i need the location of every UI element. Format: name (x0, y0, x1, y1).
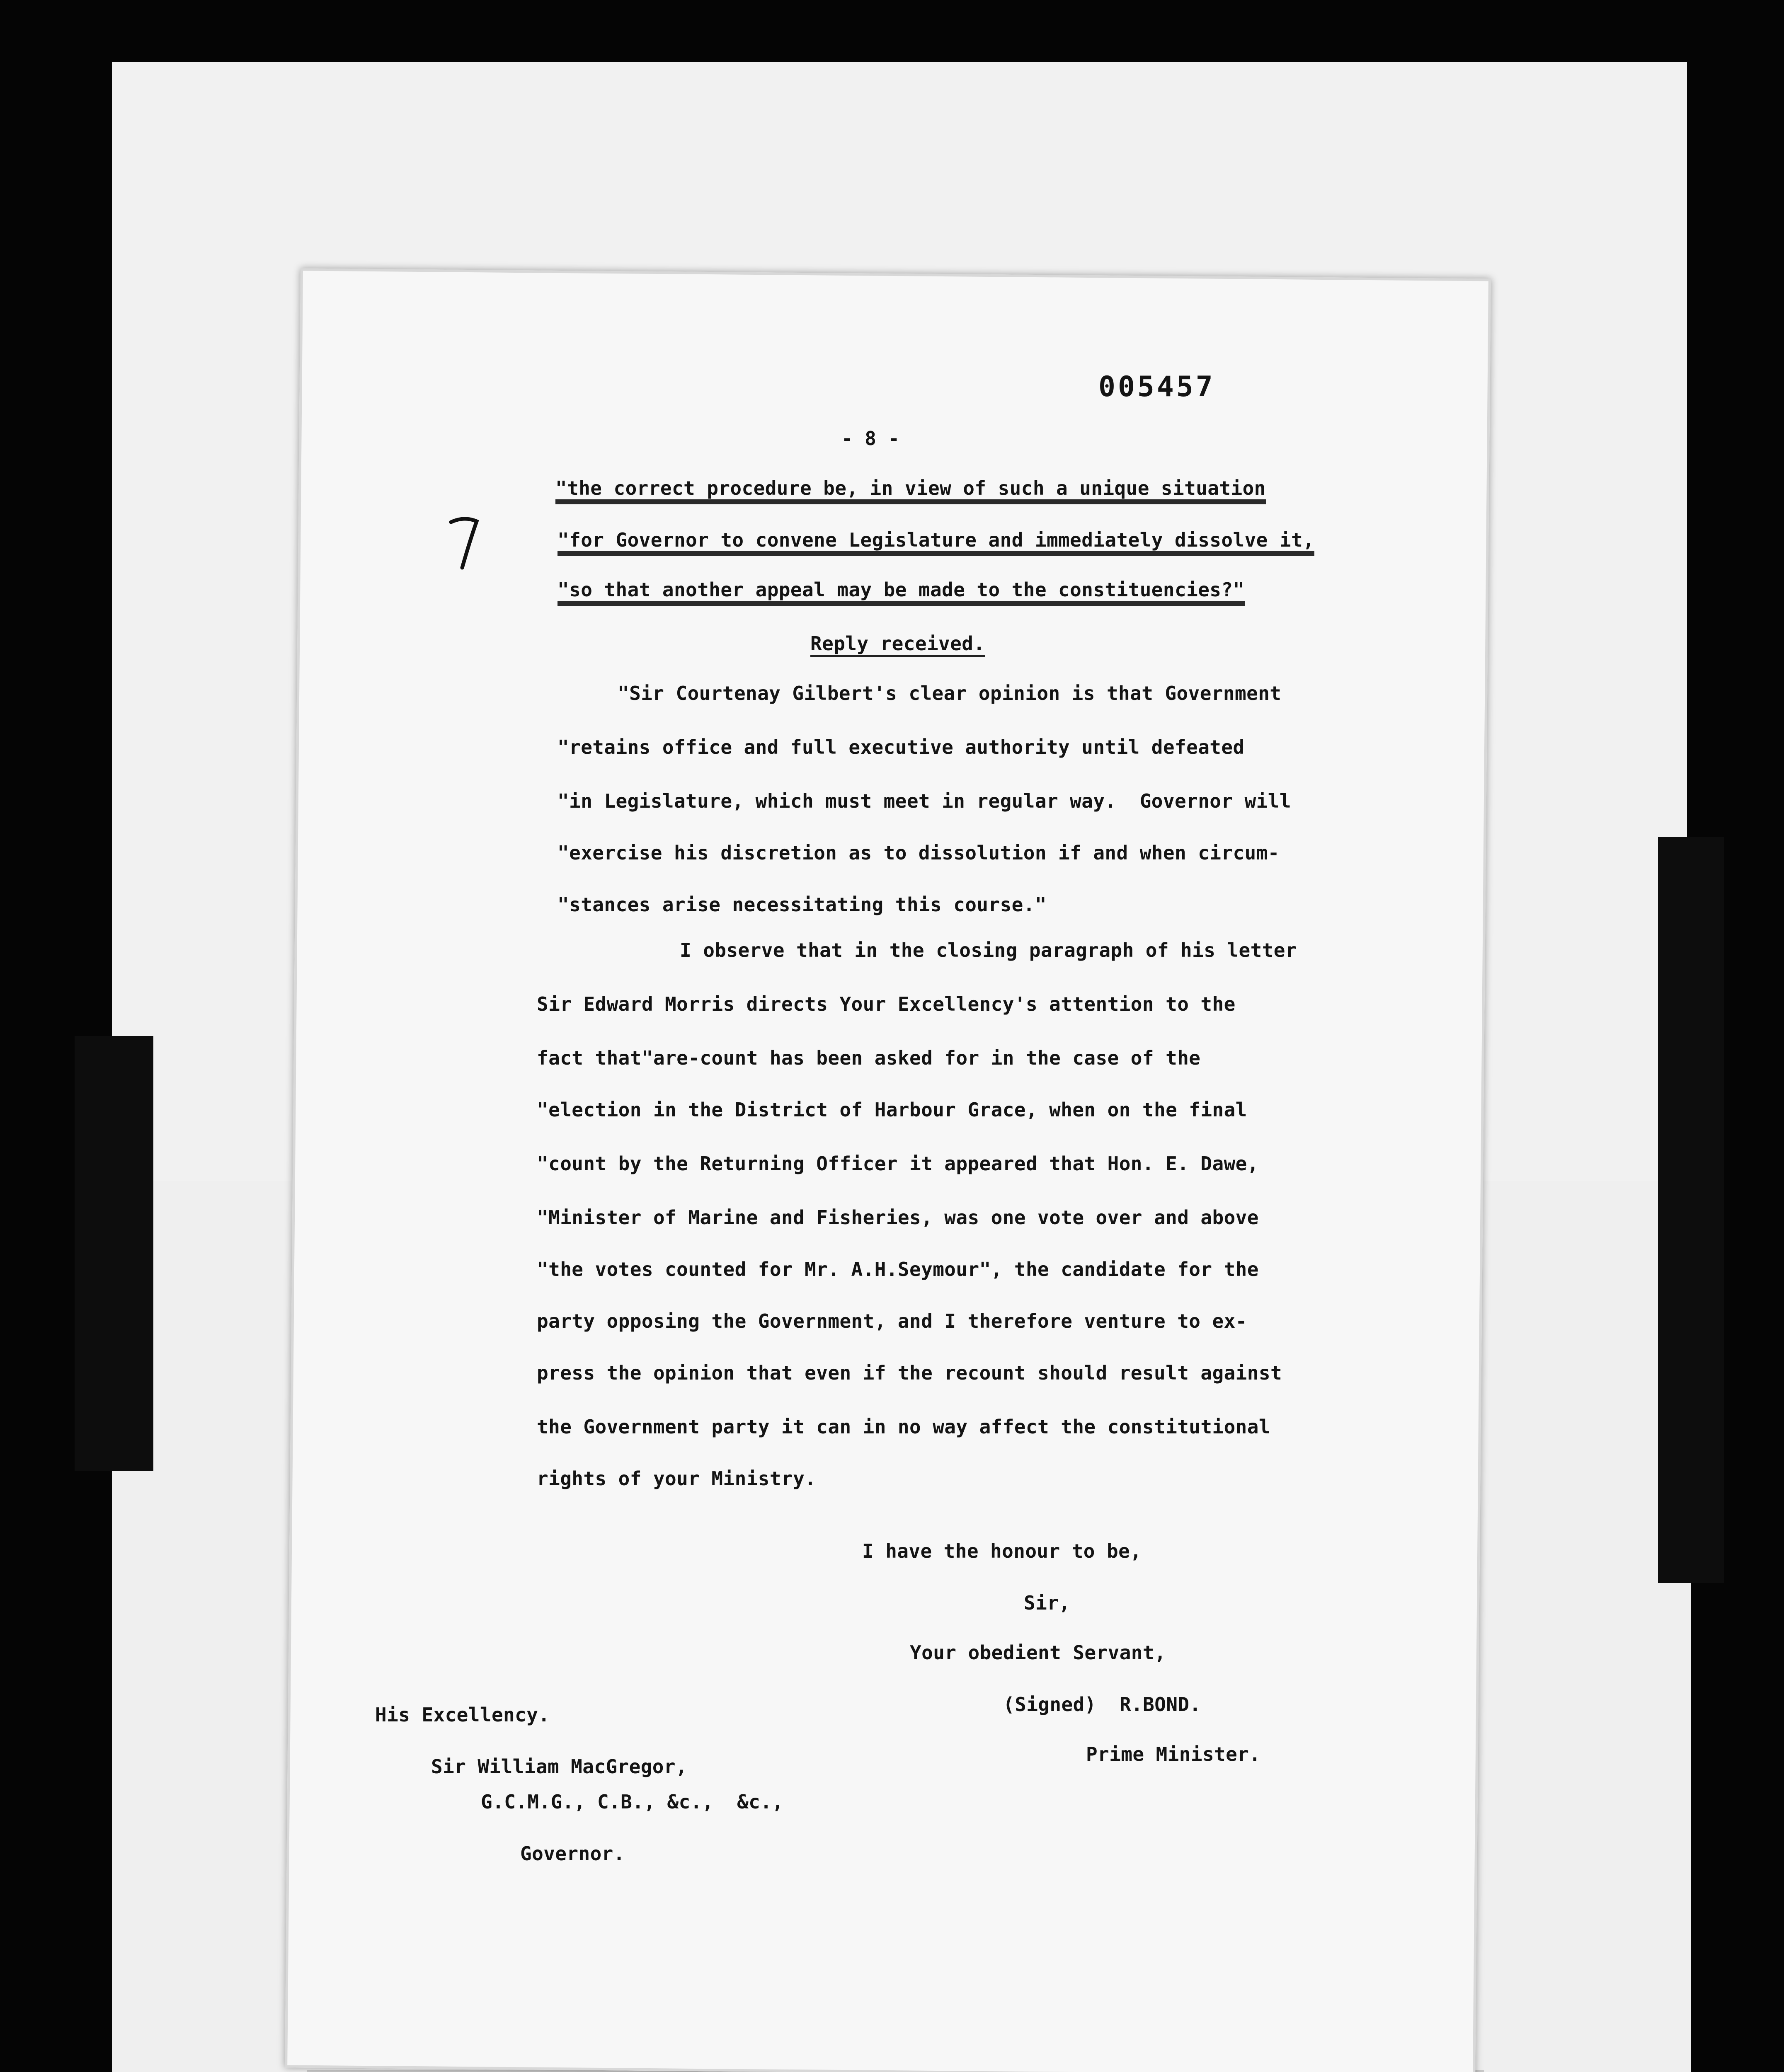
addressee-line: His Excellency. (375, 1704, 550, 1726)
quoted-question-line: "so that another appeal may be made to the constituencies?" (558, 580, 1245, 606)
signature-line: (Signed) R.BOND. (1003, 1693, 1201, 1716)
quoted-question-line: "for Governor to convene Legislature and immediately dissolve it, (558, 530, 1314, 556)
paragraph-line: party opposing the Government, and I therefore venture to ex- (537, 1310, 1247, 1332)
reply-line: "exercise his discretion as to dissolution if and when circum- (558, 842, 1280, 864)
page-number: - 8 - (841, 427, 900, 450)
quoted-question-line: "the correct procedure be, in view of such a unique situation (555, 479, 1266, 504)
addressee-line: Sir William MacGregor, (431, 1755, 688, 1778)
paragraph-line: "the votes counted for Mr. A.H.Seymour", the candidate for the (537, 1258, 1259, 1280)
film-edge-tab-left (75, 1036, 153, 1471)
closing-line: Sir, (1024, 1592, 1071, 1614)
paragraph-line: fact that"are-count has been asked for in the case of the (537, 1047, 1201, 1069)
reply-line: "in Legislature, which must meet in regular way. Governor will (558, 790, 1291, 812)
paragraph-line: "Minister of Marine and Fisheries, was one vote over and above (537, 1206, 1259, 1229)
addressee-line: Governor. (520, 1842, 625, 1865)
paragraph-line: Sir Edward Morris directs Your Excellency's attention to the (537, 993, 1236, 1015)
closing-line: Your obedient Servant, (910, 1641, 1166, 1664)
paragraph-line: rights of your Ministry. (537, 1467, 817, 1490)
reply-heading: Reply received. (810, 634, 985, 657)
paragraph-line: press the opinion that even if the recount should result against (537, 1362, 1282, 1384)
paragraph-line: "count by the Returning Officer it appeared that Hon. E. Dawe, (537, 1152, 1259, 1175)
reply-line: "stances arise necessitating this course." (558, 893, 1047, 916)
film-edge-tab-right (1658, 837, 1724, 1583)
paragraph-line: "election in the District of Harbour Grace, when on the final (537, 1099, 1247, 1121)
document-number: 005457 (1098, 370, 1215, 403)
handwritten-margin-mark (448, 514, 489, 572)
paragraph-line: I observe that in the closing paragraph of his letter (680, 939, 1297, 961)
closing-line: I have the honour to be, (862, 1540, 1142, 1562)
reply-line: "Sir Courtenay Gilbert's clear opinion is that Government (618, 682, 1282, 704)
addressee-line: G.C.M.G., C.B., &c., &c., (481, 1791, 784, 1813)
paragraph-line: the Government party it can in no way affect the constitutional (537, 1416, 1270, 1438)
reply-line: "retains office and full executive authority until defeated (558, 736, 1245, 758)
signatory-title: Prime Minister. (1086, 1743, 1261, 1765)
